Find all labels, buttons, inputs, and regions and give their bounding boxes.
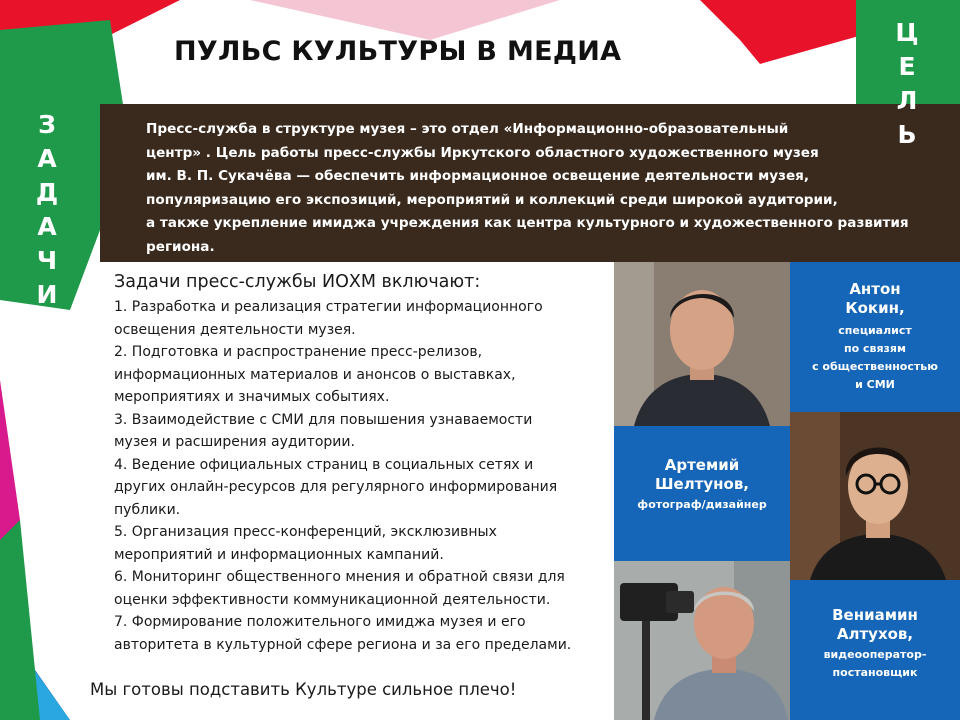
page-title: ПУЛЬС КУЛЬТУРЫ В МЕДИА [174,36,622,67]
goal-vertical-label [890,16,924,152]
goal-label-letter: Е [898,52,916,81]
person-role-line: по связям [844,342,906,355]
card-veniamin-altukhov [790,580,960,720]
photo-veniamin-altukhov [614,561,790,720]
tasks-heading: Задачи пресс-службы ИОХМ включают: [114,272,481,292]
task-line: других онлайн-ресурсов для регулярного информирования [114,479,558,495]
person-name-line: Артемий [664,456,740,474]
tasks-label-letter: Д [35,178,59,207]
top-right-red-shape [700,0,880,64]
tasks-vertical-label [30,108,64,312]
person-role-line: специалист [838,324,912,337]
person-name-line: Антон [849,280,901,298]
task-line: 2. Подготовка и распространение пресс-релизов, [114,344,483,360]
slogan: Мы готовы подставить Культуре сильное плечо! [90,680,517,699]
person-name-line: Кокин, [845,299,905,317]
photo-anton-kokin [614,262,790,426]
goal-line: центр» . Цель работы пресс-службы Иркутского областного художественного музея [146,144,819,161]
task-line: публики. [114,501,181,518]
goal-line: а также укрепление имиджа учреждения как центра культурного и художественного развития [146,215,909,232]
task-line: информационных материалов и анонсов о выставках, [114,366,516,383]
card-anton-kokin [790,262,960,412]
goal-label-letter: Ц [895,18,919,47]
task-line: освещения деятельности музея. [114,321,356,338]
person-role-line: и СМИ [855,378,895,391]
tasks-label-letter: А [37,212,57,241]
tasks-label-letter: З [38,110,56,139]
person-role-line: постановщик [832,666,918,679]
goal-text [146,118,936,260]
task-line: 1. Разработка и реализация стратегии информационного [114,299,543,315]
task-line: 6. Мониторинг общественного мнения и обратной связи для [114,569,565,585]
left-green-strip [0,520,40,720]
card-artemiy-sheltunov [614,426,790,561]
tasks-label-letter: А [37,144,57,173]
task-line: 4. Ведение официальных страниц в социальных сетях и [114,456,534,473]
task-line: музея и расширения аудитории. [114,434,355,450]
person-role-line: фотограф/дизайнер [637,498,767,511]
tasks-list [114,296,609,656]
top-center-pink-shape [250,0,560,40]
goal-line: региона. [146,238,215,255]
goal-line: популяризацию его экспозиций, мероприятий и коллекций среди широкой аудитории, [146,191,838,208]
goal-label-letter: Л [896,86,918,115]
task-line: 5. Организация пресс-конференций, эксклюзивных [114,524,497,540]
task-line: авторитета в культурной сфере региона и за его пределами. [114,636,572,653]
tasks-label-letter: Ч [36,246,58,275]
person-name-line: Шелтунов, [654,475,750,493]
goal-line: Пресс-служба в структуре музея – это отдел «Информационно-образовательный [146,121,789,137]
tasks-label-letter: И [36,280,58,309]
person-name-line: Вениамин [832,606,918,624]
goal-line: им. В. П. Сукачёва — обеспечить информационное освещение деятельности музея, [146,168,810,185]
task-line: 7. Формирование положительного имиджа музея и его [114,614,526,630]
task-line: 3. Взаимодействие с СМИ для повышения узнаваемости [114,411,533,428]
person-name-line: Алтухов, [836,625,914,643]
task-line: мероприятий и информационных кампаний. [114,546,444,563]
person-role-line: с общественностью [812,360,938,373]
goal-label-letter: Ь [897,120,917,149]
task-line: мероприятиях и значимых событиях. [114,389,390,405]
photo-artemiy-sheltunov [790,412,960,580]
task-line: оценки эффективности коммуникационной деятельности. [114,591,551,608]
person-role-line: видеооператор- [823,648,927,661]
